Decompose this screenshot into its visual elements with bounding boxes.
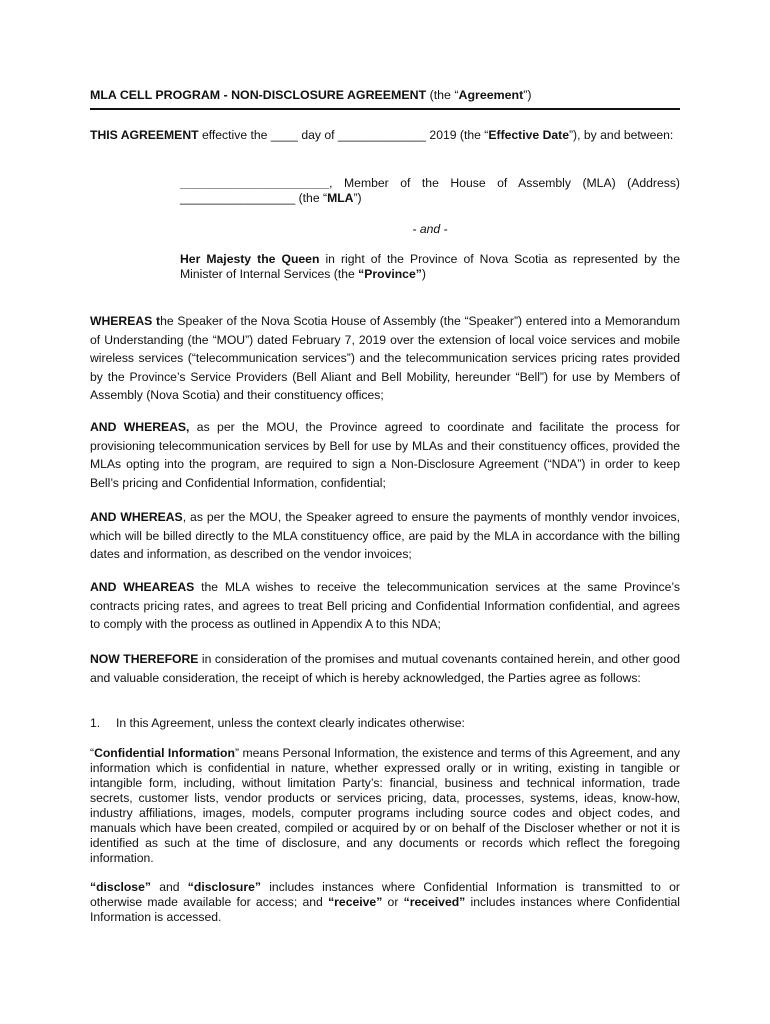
intro-lead: THIS AGREEMENT xyxy=(90,128,199,142)
recital-4 xyxy=(90,578,680,634)
intro-text: effective the ____ day of _____________ 2019 (the “ xyxy=(198,128,489,142)
mla-name-blank: ______________________ xyxy=(180,176,330,190)
province-term: “Province” xyxy=(358,267,422,281)
clause-number: 1. xyxy=(90,716,101,730)
recital-lead: AND WHEREAS, xyxy=(90,420,190,434)
party-province xyxy=(180,252,680,282)
recital-text: as per the MOU, the Province agreed to coordinate and facilitate the process for provisioning telecommunication services by Bell for use by MLAs and their constituency offices, provided the MLAs opting into the program, are required to sign a Non-Disclosure Agreement (“NDA”) in order to keep Bell’s pricing and Confidential Information, confidential; xyxy=(90,420,680,490)
effective-date-term: Effective Date xyxy=(488,128,569,142)
conjunction: or xyxy=(382,895,404,909)
recital-3 xyxy=(90,508,680,564)
defined-term: “receive” xyxy=(328,895,383,909)
recital-text: , as per the MOU, the Speaker agreed to ensure the payments of monthly vendor invoices, which will be billed directly to the MLA constituency office, are paid by the MLA in accordance with the billing dates and information, as described on the vendor invoices; xyxy=(90,510,680,562)
title-bold: MLA CELL PROGRAM - NON-DISCLOSURE AGREEMENT xyxy=(90,88,427,102)
party-province-text-end: ) xyxy=(421,267,426,281)
defined-term: “disclose” xyxy=(90,880,151,894)
party-mla-text: , Member of the House of Assembly (MLA) (Address) _________________ (the “ xyxy=(180,176,680,205)
intro-text-end: ”), by and between: xyxy=(568,128,674,142)
definition-text: means Personal Information, the existence and terms of this Agreement, and any information which is confidential in nature, whether expressed orally or in writing, existing in tangible or intangible form, including, without limitation Party’s: financial, business and technical information, trade secrets, customer lists, vendor products or services pricing, data, processes, systems, ideas, know-how, industry affiliations, images, models, computer programs including source codes and object codes, and manuals which have been created, compiled or acquired by or on behalf of the Discloser whether or not it is identified as such at the time of disclosure, and any documents or records which reflect the foregoing information. xyxy=(90,746,680,865)
intro-paragraph xyxy=(90,128,680,143)
definition-confidential-information xyxy=(90,746,680,866)
definition-text-end: includes instances where Confidential Information is accessed. xyxy=(90,895,681,924)
recital-2 xyxy=(90,418,680,492)
recital-1 xyxy=(90,312,680,405)
clause-1 xyxy=(90,716,680,730)
province-lead: Her Majesty the Queen xyxy=(180,252,320,266)
recital-lead: AND WHEREAS xyxy=(90,510,183,524)
recital-text: the MLA wishes to receive the telecommunication services at the same Province’s contracts pricing rates, and agrees to treat Bell pricing and Confidential Information confidential, and agrees to comply with the process as outlined in Appendix A to this NDA; xyxy=(90,580,680,632)
definition-disclose xyxy=(90,880,680,925)
document-title xyxy=(90,88,532,102)
quote-close: ” xyxy=(234,746,240,760)
conjunction: and xyxy=(150,880,188,894)
party-province-text: in right of the Province of Nova Scotia as represented by the Minister of Internal Services (the xyxy=(180,252,680,281)
definition-text: includes instances where Confidential Information is transmitted to or otherwise made available for access; and xyxy=(90,880,680,909)
party-mla xyxy=(180,176,680,206)
defined-term: “received” xyxy=(403,895,466,909)
clause-text: In this Agreement, unless the context clearly indicates otherwise: xyxy=(116,716,465,730)
party-mla-text-end: ”) xyxy=(353,191,362,205)
recital-text: in consideration of the promises and mutual covenants contained herein, and other good and valuable consideration, the receipt of which is hereby acknowledged, the Parties agree as follows: xyxy=(90,652,680,685)
mla-term: MLA xyxy=(327,191,354,205)
defined-term: “disclosure” xyxy=(187,880,261,894)
quote-open: “ xyxy=(90,746,95,760)
title-text-end: ”) xyxy=(523,88,532,102)
now-therefore xyxy=(90,650,680,687)
title-rule xyxy=(90,108,680,110)
title-text: (the “ xyxy=(426,88,459,102)
recital-lead: NOW THEREFORE xyxy=(90,652,199,666)
recital-lead: WHEREAS t xyxy=(90,314,161,328)
title-agreement-term: Agreement xyxy=(458,88,524,102)
defined-term: Confidential Information xyxy=(94,746,235,760)
and-separator: - and - xyxy=(412,222,448,236)
recital-text: he Speaker of the Nova Scotia House of Assembly (the “Speaker”) entered into a Memorandum of Understanding (the “MOU”) dated February 7, 2019 over the extension of local voice services and mobile wireless services (“telecommunication services”) and the telecommunication services pricing rates provided by the Province’s Service Providers (Bell Aliant and Bell Mobility, hereunder “Bell”) for use by Members of Assembly (Nova Scotia) and their constituency offices; xyxy=(90,314,680,403)
recital-lead: AND WHEAREAS xyxy=(90,580,195,594)
